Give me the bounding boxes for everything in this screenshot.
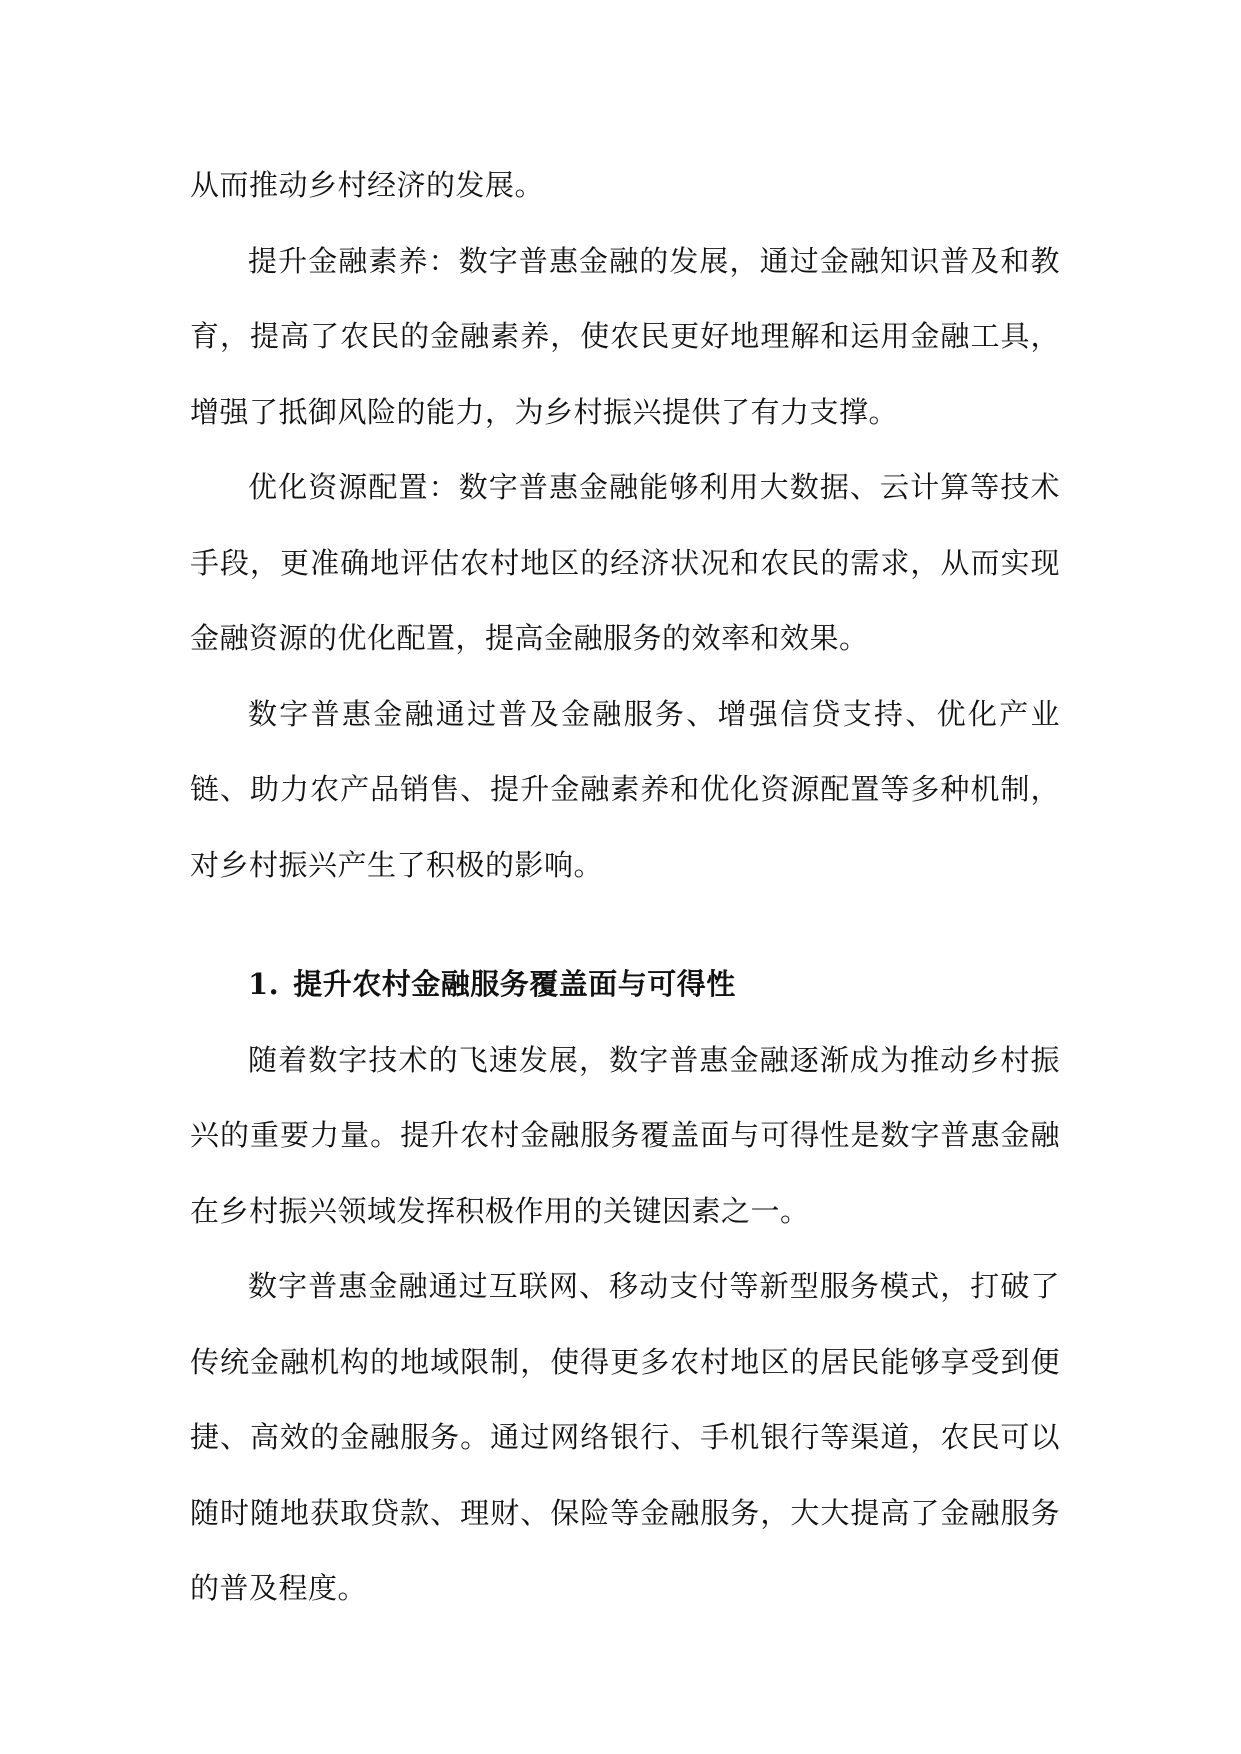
paragraph: 优化资源配置：数字普惠金融能够利用大数据、云计算等技术手段，更准确地评估农村地区的经济状况和农民的需求，从而实现金融资源的优化配置，提高金融服务的效率和效果。: [190, 470, 1060, 655]
paragraph: 提升金融素养：数字普惠金融的发展，通过金融知识普及和教育，提高了农民的金融素养，使农民更好地理解和运用金融工具，增强了抵御风险的能力，为乡村振兴提供了有力支撑。: [190, 243, 1060, 429]
paragraph: 数字普惠金融通过互联网、移动支付等新型服务模式，打破了传统金融机构的地域限制，使得更多农村地区的居民能够享受到便捷、高效的金融服务。通过网络银行、手机银行等渠道，农民可以随时随地获取贷款、理财、保险等金融服务，大大提高了金融服务的普及程度。: [190, 1269, 1060, 1605]
paragraph: 从而推动乡村经济的发展。: [190, 168, 545, 202]
paragraph: 数字普惠金融通过普及金融服务、增强信贷支持、优化产业链、助力农产品销售、提升金融素养和优化资源配置等多种机制，对乡村振兴产生了积极的影响。: [190, 696, 1060, 882]
paragraph: 随着数字技术的飞速发展，数字普惠金融逐渐成为推动乡村振兴的重要力量。提升农村金融服务覆盖面与可得性是数字普惠金融在乡村振兴领域发挥积极作用的关键因素之一。: [190, 1042, 1060, 1228]
section-heading: [190, 947, 1060, 1023]
section-number: 1.: [248, 967, 280, 1001]
section-title: 提升农村金融服务覆盖面与可得性: [293, 967, 736, 1001]
document-page: [190, 148, 1060, 1627]
